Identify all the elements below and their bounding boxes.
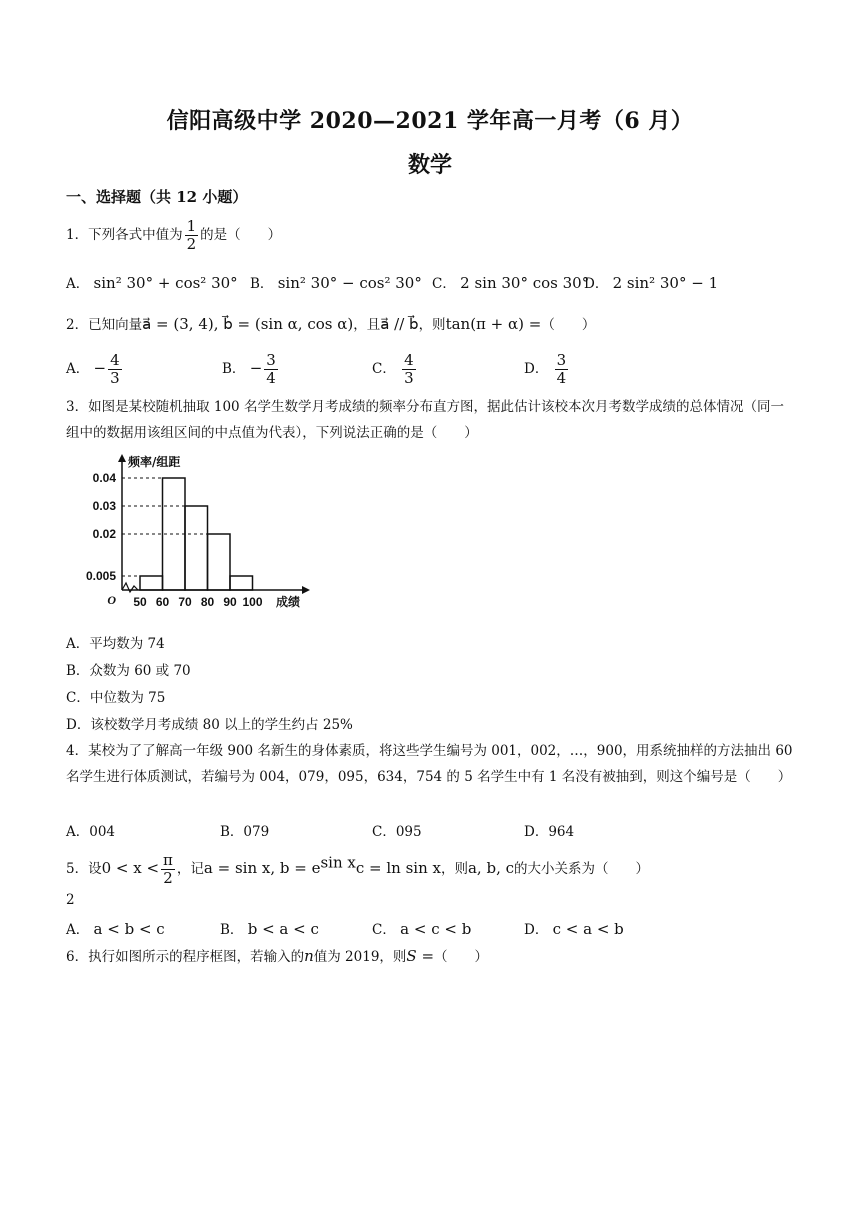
question-5-stem: 5．设0 < x < $\frac{\pi}{2}$ ，记a = sin x, $b = e^{sin x}c = \ln \sin x$，则a, b, c的大小关系为（ ）: [66, 851, 650, 887]
q5-option-b: B． b < a < c: [220, 920, 319, 938]
y-axis-title: 频率/组距: [128, 455, 181, 469]
q2-option-d: D． $\frac{3}{4}$: [524, 351, 567, 387]
q2-option-c: C． $\frac{4}{3}$: [372, 351, 414, 387]
q3-option-b: B．众数为 60 或 70: [66, 663, 191, 679]
question-4-stem: 4．某校为了了解高一年级 900 名新生的身体素质，将这些学生编号为 001，002，…，900，用系统抽样的方法抽出 60 名学生进行体质测试，若编号为 004，079，095，634，754 的 5 名学生中有 1 名没有被抽到，则这个编号是（ ）: [66, 743, 793, 785]
frequency-histogram: [70, 452, 320, 622]
q5-option-c: C． a < c < b: [372, 920, 472, 938]
x-tick-label: 70: [178, 595, 192, 609]
q4-option-b: B．079: [220, 824, 270, 840]
q5-stray-number: 2: [66, 892, 75, 908]
histogram-bar: [140, 576, 163, 590]
section-heading: 一、选择题（共 12 小题）: [66, 188, 248, 206]
q2-option-b: B． − $\frac{3}{4}$: [222, 351, 276, 387]
question-6-stem: 6．执行如图所示的程序框图，若输入的n值为 2019，则S =（ ）: [66, 947, 489, 965]
q4-option-c: C．095: [372, 824, 422, 840]
origin-label: O: [107, 593, 116, 607]
x-axis-arrow: [302, 586, 310, 594]
x-tick-label: 90: [223, 595, 237, 609]
q2-option-a: A． − $\frac{4}{3}$: [66, 351, 120, 387]
x-tick-label: 100: [242, 595, 263, 609]
q4-option-d: D．964: [524, 824, 575, 840]
x-axis-title: 成绩: [276, 595, 301, 609]
q1-frac-num: 1: [186, 217, 197, 235]
q1-fraction: [185, 218, 199, 253]
q1-option-b: B． sin² 30° − cos² 30°: [250, 274, 422, 292]
q3-option-c: C．中位数为 75: [66, 690, 166, 706]
subject-title: 数学: [407, 152, 452, 178]
q1-stem-pre: 1．下列各式中值为: [66, 227, 183, 243]
question-2-stem: 2．已知向量a⃗ = (3, 4), b⃗ = (sin α, cos α)，且a⃗ // b⃗，则tan(π + α) =（ ）: [66, 315, 596, 333]
histogram-bar: [208, 534, 231, 590]
question-1-stem: [66, 218, 281, 253]
question-3-stem: 3．如图是某校随机抽取 100 名学生数学月考成绩的频率分布直方图，据此估计该校本次月考数学成绩的总体情况（同一组中的数据用该组区间的中点值为代表），下列说法正确的是（ ）: [66, 399, 784, 441]
q1-option-d: D． 2 sin² 30° − 1: [584, 274, 719, 292]
y-axis-arrow: [118, 454, 126, 462]
q3-option-d: D．该校数学月考成绩 80 以上的学生约占 25%: [66, 717, 353, 733]
x-tick-label: 50: [133, 595, 147, 609]
q1-frac-den: 2: [186, 235, 197, 253]
q1-option-c: C． 2 sin 30° cos 30°: [432, 274, 590, 292]
x-tick-label: 80: [200, 595, 215, 609]
q3-option-a: A．平均数为 74: [66, 636, 165, 652]
y-tick-label: 0.04: [92, 471, 116, 485]
histogram-bar: [230, 576, 253, 590]
y-tick-label: 0.03: [92, 499, 116, 513]
q5-option-d: D． c < a < b: [524, 920, 624, 938]
q5-option-a: A． a < b < c: [66, 920, 165, 938]
q1-stem-post: 的是（ ）: [200, 227, 282, 243]
q4-option-a: A．004: [66, 824, 116, 840]
y-tick-label: 0.02: [92, 527, 116, 541]
q1-option-a: A． sin² 30° + cos² 30°: [66, 274, 238, 292]
exam-title: 信阳高级中学 2020—2021 学年高一月考（6 月）: [166, 108, 694, 134]
histogram-bar: [185, 506, 208, 590]
x-tick-label: 60: [155, 595, 170, 609]
y-tick-label: 0.005: [85, 569, 116, 583]
